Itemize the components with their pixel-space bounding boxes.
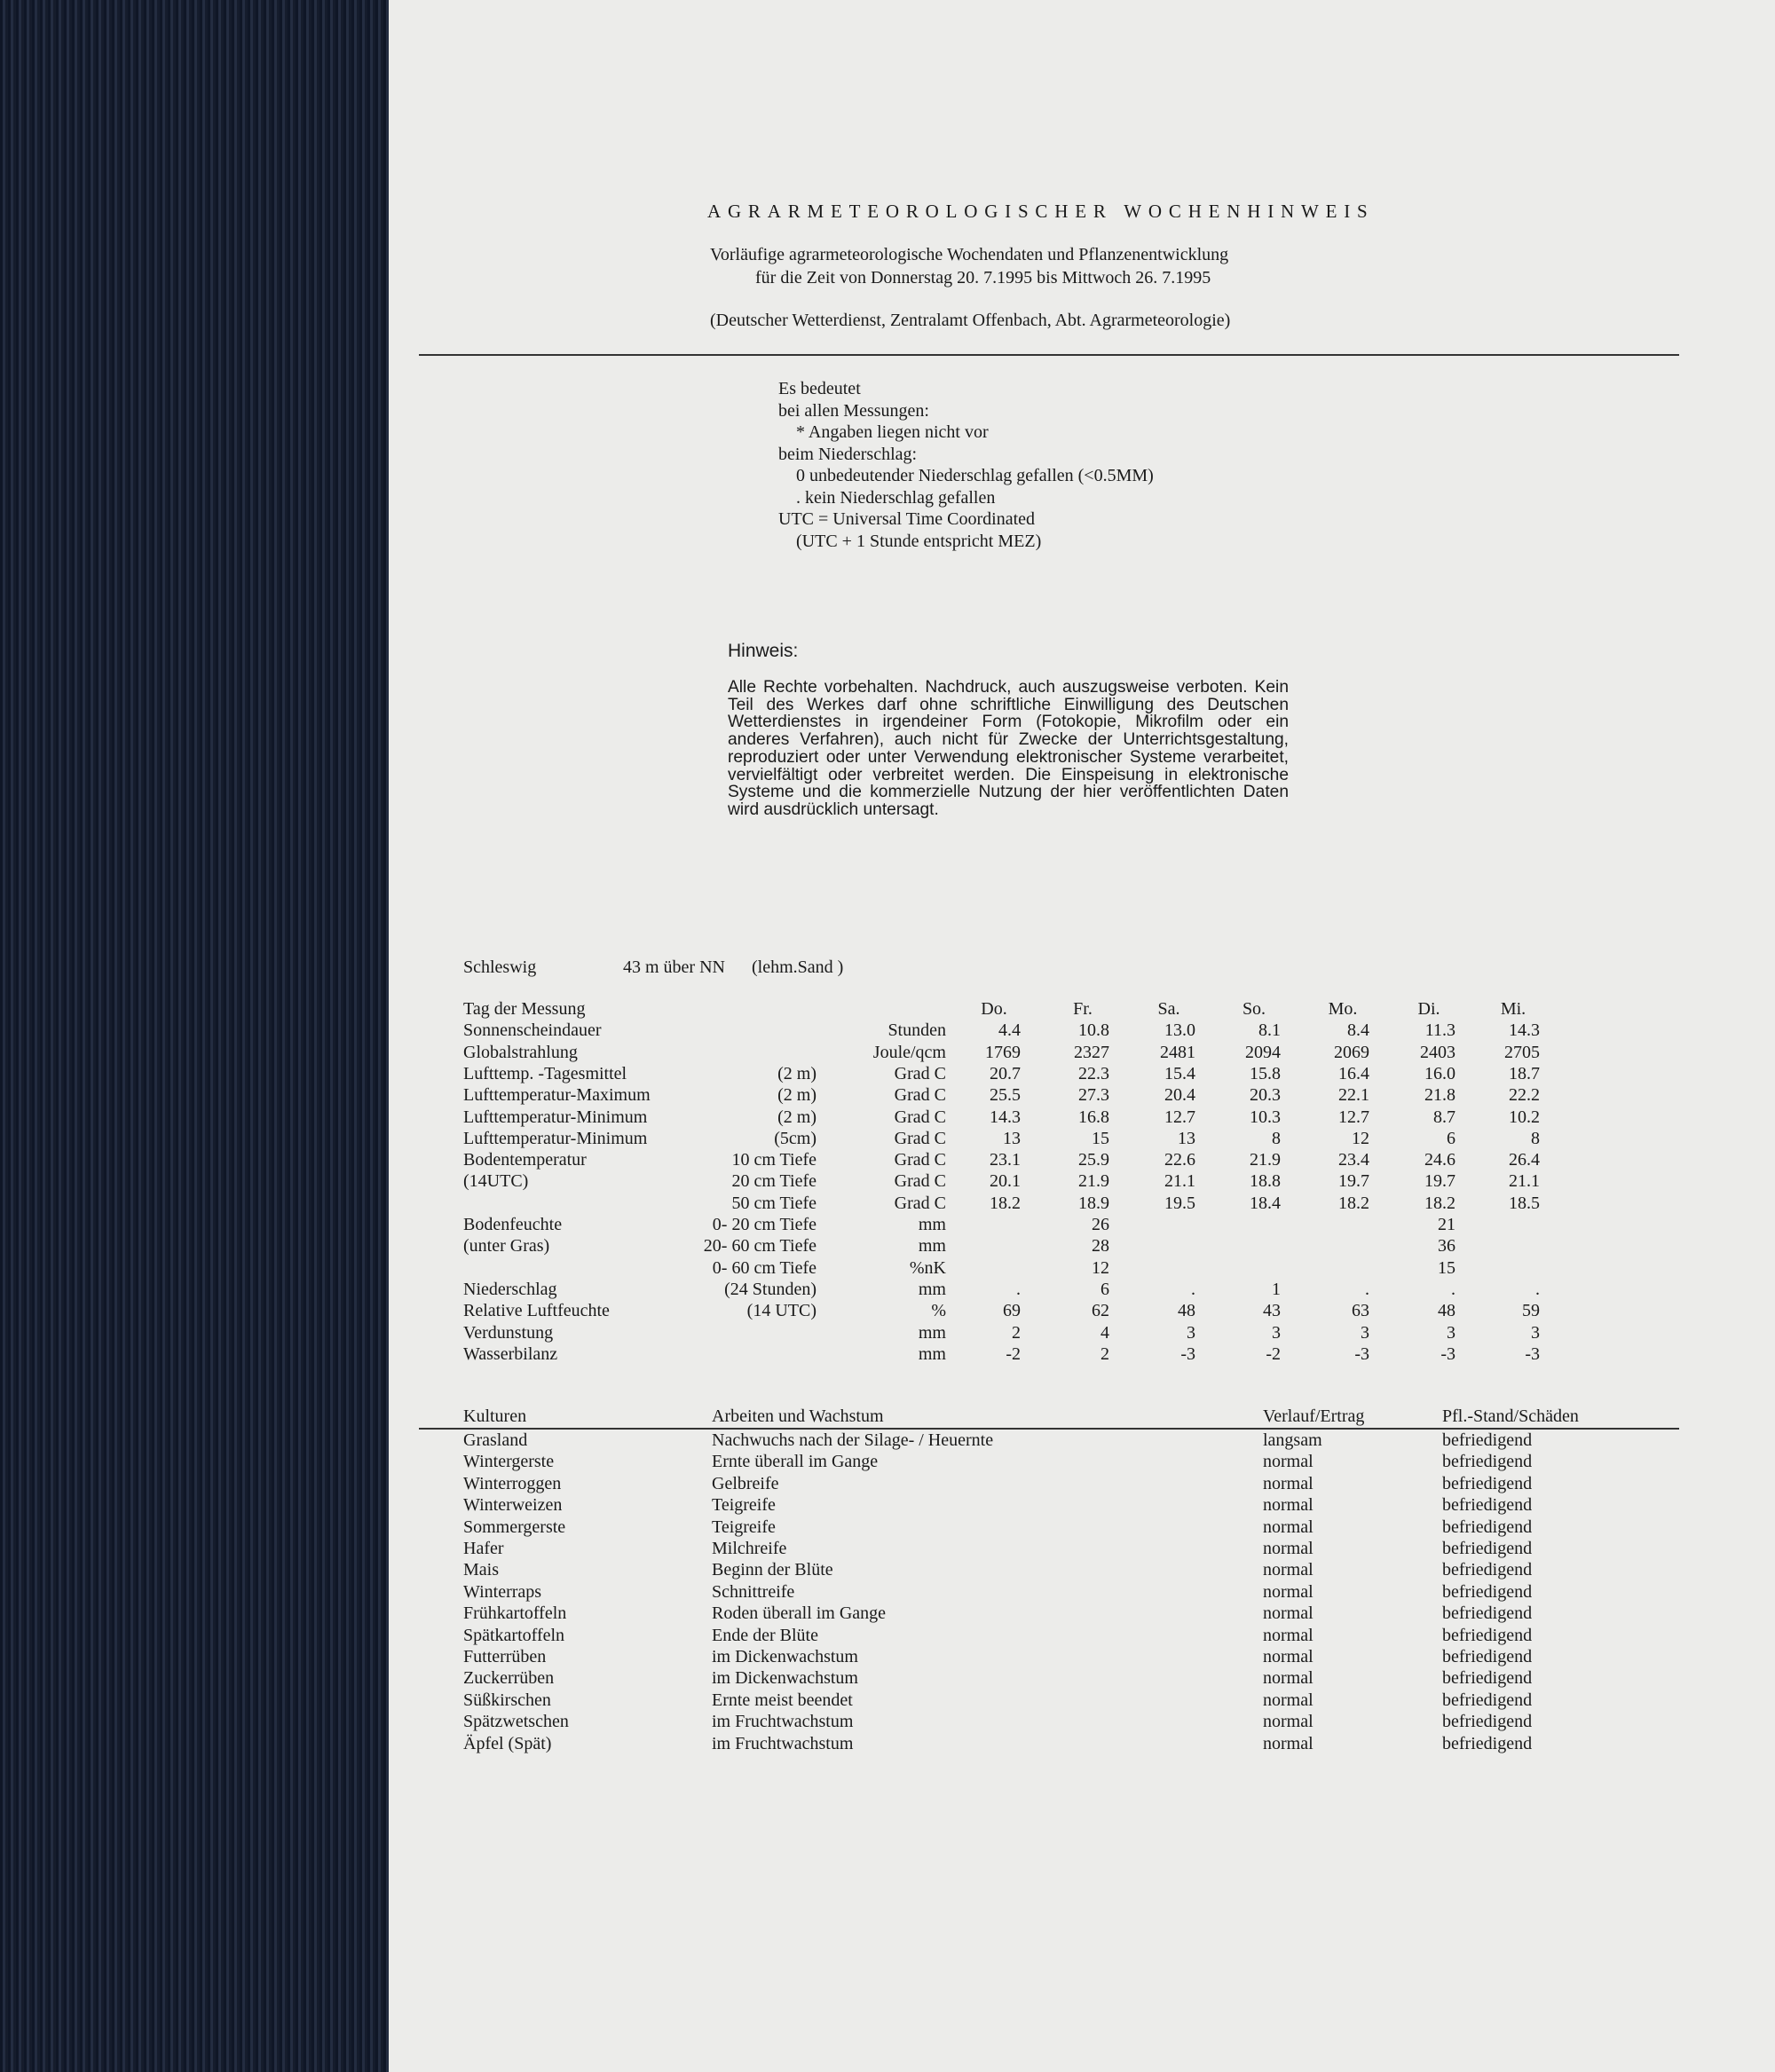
crop-cell: Süßkirschen (463, 1690, 551, 1710)
weather-row-label: Bodentemperatur (463, 1150, 587, 1170)
legend-line: beim Niederschlag: (778, 444, 918, 464)
weather-cell: 19.7 (1424, 1171, 1456, 1192)
crop-cell: Teigreife (712, 1495, 776, 1516)
weather-cell: 8.1 (1258, 1020, 1281, 1041)
crop-cell: normal (1263, 1560, 1314, 1580)
crop-cell: normal (1263, 1473, 1314, 1493)
weather-cell: 16.8 (1078, 1107, 1109, 1127)
weather-cell: 4.4 (998, 1020, 1021, 1041)
crop-cell: befriedigend (1442, 1495, 1533, 1516)
crops-header: Verlauf/Ertrag (1263, 1406, 1365, 1426)
weather-row-label: (14UTC) (463, 1171, 529, 1192)
legend-line: bei allen Messungen: (778, 400, 929, 421)
weather-cell: -3 (1525, 1343, 1540, 1364)
weather-cell: 26.4 (1509, 1150, 1540, 1170)
weather-cell: 12.7 (1338, 1107, 1369, 1127)
weather-row-label: Niederschlag (463, 1279, 557, 1299)
crop-cell: Futterrüben (463, 1647, 547, 1666)
weather-cell: 16.4 (1338, 1063, 1369, 1083)
weather-cell: 12 (1352, 1128, 1369, 1148)
crop-cell: Ernte meist beendet (712, 1690, 853, 1710)
weather-cell: 18.9 (1078, 1193, 1109, 1213)
weather-cell: 8 (1272, 1128, 1281, 1148)
weather-row-sub: 0- 20 cm Tiefe (712, 1215, 816, 1234)
weather-row-sub: (2 m) (777, 1063, 816, 1083)
crop-cell: befriedigend (1442, 1560, 1533, 1580)
weather-row-unit: Grad C (894, 1150, 946, 1170)
weather-row-label: Lufttemperatur-Minimum (463, 1128, 648, 1148)
crop-cell: Milchreife (712, 1539, 787, 1558)
day-header: So. (1242, 999, 1266, 1019)
legend-line: UTC = Universal Time Coordinated (778, 509, 1036, 529)
weather-cell: 21.9 (1250, 1150, 1281, 1170)
weather-cell: 3 (1272, 1322, 1281, 1343)
crop-cell: befriedigend (1442, 1430, 1533, 1450)
crop-cell: Winterroggen (463, 1473, 562, 1493)
crop-cell: Nachwuchs nach der Silage- / Heuernte (712, 1430, 994, 1450)
weather-cell: 2069 (1334, 1042, 1369, 1062)
station-name: Schleswig (463, 957, 537, 977)
weather-row-label: Lufttemperatur-Maximum (463, 1085, 651, 1106)
crop-cell: normal (1263, 1668, 1314, 1689)
weather-cell: 23.1 (990, 1150, 1021, 1170)
legend-line: * Angaben liegen nicht vor (778, 422, 989, 442)
crop-cell: normal (1263, 1581, 1314, 1602)
crop-cell: befriedigend (1442, 1647, 1533, 1666)
crop-cell: Ende der Blüte (712, 1625, 818, 1645)
crop-cell: im Dickenwachstum (712, 1647, 858, 1666)
weather-cell: 21.1 (1509, 1171, 1540, 1192)
weather-cell: 15.8 (1250, 1063, 1281, 1083)
weather-cell: -3 (1440, 1343, 1456, 1364)
crop-cell: Spätzwetschen (463, 1712, 569, 1732)
crop-cell: befriedigend (1442, 1539, 1533, 1558)
weather-cell: . (1016, 1279, 1021, 1299)
weather-cell: 18.7 (1509, 1063, 1540, 1083)
crop-cell: befriedigend (1442, 1668, 1533, 1689)
weather-row-sub: 20- 60 cm Tiefe (703, 1236, 816, 1257)
weather-row-unit: mm (918, 1215, 946, 1234)
crop-cell: Ernte überall im Gange (712, 1452, 879, 1472)
weather-cell: 19.7 (1338, 1171, 1369, 1192)
weather-row-unit: % (931, 1301, 946, 1321)
weather-row-sub: 0- 60 cm Tiefe (712, 1257, 816, 1278)
weather-cell: 2705 (1504, 1042, 1540, 1062)
weather-cell: 26 (1092, 1215, 1109, 1234)
day-header: Do. (981, 999, 1007, 1019)
crop-cell: Spätkartoffeln (463, 1625, 565, 1645)
weather-row-unit: mm (918, 1322, 946, 1343)
scan-binding-edge (0, 0, 389, 2072)
station-elevation: 43 m über NN (623, 957, 725, 977)
weather-cell: 20.1 (990, 1171, 1021, 1192)
weather-cell: . (1451, 1279, 1456, 1299)
weather-row-label: Sonnenscheindauer (463, 1020, 602, 1041)
crop-cell: normal (1263, 1452, 1314, 1472)
weather-cell: 19.5 (1164, 1193, 1195, 1213)
weather-cell: 2094 (1245, 1042, 1281, 1062)
weather-cell: 22.1 (1338, 1085, 1369, 1106)
crop-cell: Äpfel (Spät) (463, 1733, 552, 1753)
weather-row-sub: (24 Stunden) (724, 1279, 816, 1299)
weather-cell: 21.9 (1078, 1171, 1109, 1192)
weather-cell: 28 (1092, 1236, 1109, 1257)
weather-cell: 24.6 (1424, 1150, 1456, 1170)
weather-cell: 59 (1522, 1301, 1540, 1321)
weather-cell: 18.8 (1250, 1171, 1281, 1192)
crop-cell: befriedigend (1442, 1690, 1533, 1710)
weather-cell: 1 (1272, 1279, 1281, 1299)
weather-row-label: Bodenfeuchte (463, 1215, 563, 1234)
weather-cell: 21.8 (1424, 1085, 1456, 1106)
weather-cell: 15 (1438, 1257, 1456, 1278)
weather-cell: 15 (1092, 1128, 1109, 1148)
weather-cell: 10.2 (1509, 1107, 1540, 1127)
weather-cell: 12 (1092, 1257, 1109, 1278)
crop-cell: Winterraps (463, 1581, 542, 1602)
crop-cell: normal (1263, 1517, 1314, 1537)
weather-cell: 62 (1092, 1301, 1109, 1321)
weather-row-unit: mm (918, 1279, 946, 1299)
hinweis-text: Alle Rechte vorbehalten. Nachdruck, auch auszugsweise verboten. Kein Teil des Werkes darf ohne schriftliche Einwilligung des Deutschen Wetterdienstes in irgendeiner Form (Fotokopie, Mikrofilm oder ein anderes Verfahren), auch nicht für Zwecke der Unterrichtsgestaltung, reproduziert oder unter Verwendung elektronischer Systeme verarbeitet, vervielfältigt oder verbreitet werden. Die Einspeisung in elektronische Systeme und die kommerzielle Nutzung der hier veröffentlichten Daten wird ausdrücklich untersagt. (728, 678, 1289, 819)
weather-cell: 14.3 (990, 1107, 1021, 1127)
weather-row-unit: Grad C (894, 1063, 946, 1083)
crop-cell: normal (1263, 1733, 1314, 1753)
crop-cell: langsam (1263, 1430, 1322, 1450)
crop-cell: Roden überall im Gange (712, 1603, 887, 1624)
day-header: Di. (1417, 999, 1440, 1019)
weather-cell: 8 (1531, 1128, 1540, 1148)
crop-cell: Beginn der Blüte (712, 1560, 833, 1580)
legend-line: . kein Niederschlag gefallen (778, 487, 996, 508)
weather-row-unit: Grad C (894, 1085, 946, 1106)
day-header: Mo. (1328, 999, 1358, 1019)
weather-header-label: Tag der Messung (463, 999, 586, 1019)
weather-row-label: Lufttemperatur-Minimum (463, 1107, 648, 1127)
crop-cell: befriedigend (1442, 1581, 1533, 1602)
weather-cell: 8.4 (1347, 1020, 1369, 1041)
crop-cell: im Fruchtwachstum (712, 1712, 854, 1732)
weather-cell: 25.5 (990, 1085, 1021, 1106)
weather-row-unit: Grad C (894, 1171, 946, 1192)
weather-row-label: Relative Luftfeuchte (463, 1301, 610, 1321)
weather-row-unit: Stunden (888, 1020, 946, 1041)
header-rule (419, 354, 1679, 356)
weather-cell: 22.2 (1509, 1085, 1540, 1106)
weather-cell: 3 (1531, 1322, 1540, 1343)
crop-cell: Gelbreife (712, 1473, 779, 1493)
crop-cell: befriedigend (1442, 1603, 1533, 1624)
weather-cell: 23.4 (1338, 1150, 1369, 1170)
weather-cell: 22.6 (1164, 1150, 1195, 1170)
hinweis-heading: Hinweis: (728, 641, 799, 661)
weather-cell: 20.4 (1164, 1085, 1195, 1106)
weather-row-unit: %nK (909, 1257, 946, 1278)
crop-cell: normal (1263, 1603, 1314, 1624)
crop-cell: Wintergerste (463, 1452, 555, 1472)
legend-line: 0 unbedeutender Niederschlag gefallen (<0.5MM) (778, 466, 1154, 485)
day-header: Mi. (1500, 999, 1526, 1019)
weather-row-unit: Joule/qcm (872, 1042, 946, 1062)
weather-row-sub: 10 cm Tiefe (731, 1150, 816, 1170)
weather-cell: 2327 (1074, 1042, 1109, 1062)
weather-cell: 15.4 (1164, 1063, 1195, 1083)
weather-row-sub: (2 m) (777, 1085, 816, 1106)
source-line: (Deutscher Wetterdienst, Zentralamt Offenbach, Abt. Agrarmeteorologie) (710, 311, 1231, 330)
crop-cell: Hafer (463, 1539, 504, 1558)
weather-cell: 12.7 (1164, 1107, 1195, 1127)
crops-header: Pfl.-Stand/Schäden (1442, 1406, 1579, 1426)
weather-cell: 27.3 (1078, 1085, 1109, 1106)
crops-header: Kulturen (463, 1406, 527, 1426)
weather-row-unit: Grad C (894, 1128, 946, 1148)
weather-cell: 3 (1187, 1322, 1195, 1343)
weather-cell: 18.5 (1509, 1193, 1540, 1213)
subtitle-line-1: Vorläufige agrarmeteorologische Wochendaten und Pflanzenentwicklung (710, 245, 1229, 264)
day-header: Sa. (1157, 999, 1180, 1019)
weather-row-label: Globalstrahlung (463, 1042, 578, 1062)
weather-cell: 20.3 (1250, 1085, 1281, 1106)
weather-row-sub: (5cm) (774, 1128, 816, 1148)
crop-cell: Frühkartoffeln (463, 1603, 567, 1624)
weather-row-label: (unter Gras) (463, 1236, 550, 1257)
weather-cell: 8.7 (1433, 1107, 1456, 1127)
weather-cell: 21.1 (1164, 1171, 1195, 1192)
crop-cell: Zuckerrüben (463, 1668, 555, 1689)
weather-cell: -2 (1006, 1343, 1021, 1364)
weather-cell: -3 (1180, 1343, 1195, 1364)
weather-cell: -3 (1354, 1343, 1369, 1364)
weather-cell: 16.0 (1424, 1063, 1456, 1083)
crop-cell: normal (1263, 1647, 1314, 1666)
weather-cell: 18.4 (1250, 1193, 1281, 1213)
crop-cell: im Fruchtwachstum (712, 1733, 854, 1753)
crop-cell: befriedigend (1442, 1733, 1533, 1753)
crop-cell: Schnittreife (712, 1581, 795, 1602)
weather-row-unit: mm (918, 1236, 946, 1257)
weather-row-unit: Grad C (894, 1193, 946, 1213)
weather-cell: 6 (1447, 1128, 1456, 1148)
weather-cell: 2 (1100, 1343, 1109, 1364)
crop-cell: normal (1263, 1495, 1314, 1516)
weather-cell: 14.3 (1509, 1020, 1540, 1041)
weather-cell: 10.3 (1250, 1107, 1281, 1127)
weather-row-unit: mm (918, 1343, 946, 1364)
legend-block (778, 378, 1154, 552)
weather-cell: 3 (1361, 1322, 1369, 1343)
weather-cell: 18.2 (990, 1193, 1021, 1213)
weather-cell: 2481 (1160, 1042, 1195, 1062)
crop-cell: befriedigend (1442, 1712, 1533, 1732)
weather-cell: 3 (1447, 1322, 1456, 1343)
legend-line: (UTC + 1 Stunde entspricht MEZ) (778, 531, 1042, 551)
weather-cell: 1769 (985, 1042, 1021, 1062)
weather-row-sub: 50 cm Tiefe (731, 1193, 816, 1213)
weather-row-sub: (2 m) (777, 1107, 816, 1127)
crops-header-rule (419, 1428, 1679, 1430)
crop-cell: normal (1263, 1539, 1314, 1558)
subtitle-period: für die Zeit von Donnerstag 20. 7.1995 bis Mittwoch 26. 7.1995 (755, 268, 1211, 288)
weather-row-sub: 20 cm Tiefe (731, 1171, 816, 1192)
crop-cell: im Dickenwachstum (712, 1668, 858, 1689)
crops-header: Arbeiten und Wachstum (712, 1406, 884, 1426)
crop-cell: normal (1263, 1625, 1314, 1645)
weather-cell: . (1365, 1279, 1369, 1299)
crop-cell: Winterweizen (463, 1495, 563, 1516)
weather-cell: 21 (1438, 1215, 1456, 1234)
weather-cell: . (1535, 1279, 1540, 1299)
crop-cell: befriedigend (1442, 1473, 1533, 1493)
weather-cell: 13 (1178, 1128, 1195, 1148)
weather-cell: 48 (1178, 1301, 1195, 1321)
weather-row-sub: (14 UTC) (746, 1301, 816, 1321)
weather-cell: 43 (1263, 1301, 1281, 1321)
crop-cell: normal (1263, 1712, 1314, 1732)
weather-cell: 10.8 (1078, 1020, 1109, 1041)
weather-cell: 4 (1100, 1322, 1109, 1343)
weather-cell: 2 (1012, 1322, 1021, 1343)
document-title: AGRARMETEOROLOGISCHER WOCHENHINWEIS (707, 201, 1375, 222)
crop-cell: Mais (463, 1560, 499, 1580)
weather-cell: 6 (1100, 1279, 1109, 1299)
weather-row-label: Lufttemp. -Tagesmittel (463, 1063, 627, 1083)
weather-cell: 18.2 (1338, 1193, 1369, 1213)
weather-cell: . (1191, 1279, 1195, 1299)
crop-cell: Sommergerste (463, 1517, 566, 1537)
legend-line: Es bedeutet (778, 379, 861, 398)
weather-cell: 48 (1438, 1301, 1456, 1321)
weather-row-label: Wasserbilanz (463, 1343, 558, 1364)
weather-cell: 11.3 (1424, 1020, 1456, 1041)
weather-cell: 25.9 (1078, 1150, 1109, 1170)
crop-cell: Teigreife (712, 1517, 776, 1537)
day-header: Fr. (1073, 999, 1093, 1019)
weather-cell: 2403 (1420, 1042, 1456, 1062)
crop-cell: normal (1263, 1690, 1314, 1710)
weather-cell: 18.2 (1424, 1193, 1456, 1213)
crop-cell: befriedigend (1442, 1625, 1533, 1645)
weather-cell: 13.0 (1164, 1020, 1195, 1041)
weather-cell: 22.3 (1078, 1063, 1109, 1083)
weather-row-label: Verdunstung (463, 1322, 554, 1343)
weather-cell: -2 (1266, 1343, 1281, 1364)
crop-cell: befriedigend (1442, 1517, 1533, 1537)
crop-cell: Grasland (463, 1430, 528, 1450)
weather-cell: 63 (1352, 1301, 1369, 1321)
weather-cell: 20.7 (990, 1063, 1021, 1083)
weather-cell: 13 (1003, 1128, 1021, 1148)
crop-cell: befriedigend (1442, 1452, 1533, 1472)
weather-cell: 69 (1003, 1301, 1021, 1321)
station-soil: (lehm.Sand ) (752, 957, 844, 977)
weather-row-unit: Grad C (894, 1107, 946, 1127)
weather-cell: 36 (1438, 1236, 1456, 1257)
